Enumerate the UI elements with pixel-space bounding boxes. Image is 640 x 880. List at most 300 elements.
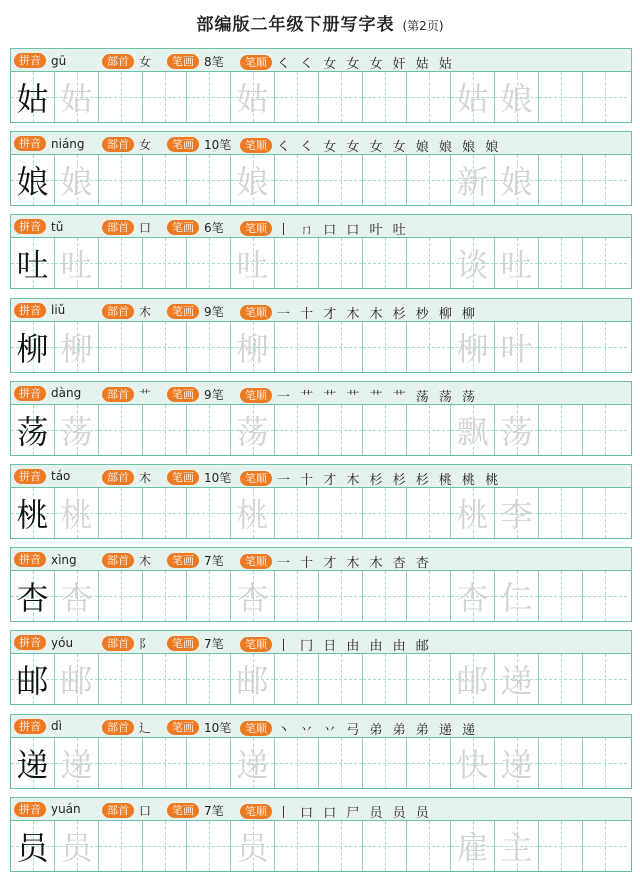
writing-cell[interactable] — [451, 322, 495, 372]
trace-word-character: 雇 — [456, 828, 489, 867]
stroke-order-label: 笔顺 — [240, 554, 272, 569]
writing-cell[interactable] — [143, 654, 187, 704]
strokes-field — [167, 53, 224, 70]
writing-cell[interactable] — [275, 72, 319, 122]
stroke-order-field — [240, 136, 501, 155]
stroke-order-field — [240, 53, 455, 72]
writing-cell[interactable] — [539, 72, 583, 122]
model-character: 吐 — [16, 246, 49, 285]
character-block — [10, 714, 632, 789]
stroke-order-field — [240, 635, 432, 654]
stroke-order-value: 丨 ㄇ 口 口 叶 吐 — [277, 223, 409, 239]
trace-character: 邮 — [236, 662, 269, 701]
trace-character: 吐 — [60, 246, 93, 285]
strokes-field — [167, 802, 224, 819]
pinyin-label: 拼音 — [14, 469, 46, 484]
writing-cell[interactable] — [55, 155, 99, 205]
writing-cell[interactable] — [319, 72, 363, 122]
writing-cell[interactable] — [363, 322, 407, 372]
writing-cell[interactable] — [451, 238, 495, 288]
pinyin-field — [14, 303, 65, 318]
writing-cell[interactable] — [11, 654, 55, 704]
stroke-order-value: 一 十 才 木 木 杏 杏 — [277, 556, 432, 572]
model-character: 姑 — [16, 80, 49, 118]
character-block — [10, 131, 632, 206]
writing-cell[interactable] — [275, 322, 319, 372]
trace-character: 荡 — [236, 412, 269, 451]
writing-cell[interactable] — [11, 821, 55, 871]
radical-field — [102, 219, 151, 236]
writing-cell[interactable] — [363, 488, 407, 538]
writing-cell[interactable] — [99, 488, 143, 538]
radical-value: 木 — [139, 304, 152, 319]
writing-cell[interactable] — [319, 821, 363, 871]
writing-cell[interactable] — [143, 238, 187, 288]
writing-cell[interactable] — [143, 738, 187, 788]
writing-cell[interactable] — [55, 654, 99, 704]
writing-cell[interactable] — [363, 654, 407, 704]
writing-cell[interactable] — [363, 821, 407, 871]
writing-cell[interactable] — [143, 488, 187, 538]
writing-cell[interactable] — [363, 238, 407, 288]
writing-cell[interactable] — [583, 821, 627, 871]
strokes-field — [167, 469, 231, 486]
character-block — [10, 298, 632, 373]
writing-cell[interactable] — [275, 488, 319, 538]
trace-word-character: 主 — [500, 828, 533, 867]
writing-cell[interactable] — [55, 571, 99, 621]
writing-cell[interactable] — [231, 654, 275, 704]
writing-cell[interactable] — [495, 155, 539, 205]
pinyin-value: táo — [51, 469, 71, 484]
pinyin-value: gū — [51, 53, 67, 68]
writing-cell[interactable] — [495, 72, 539, 122]
trace-word-character: 叶 — [500, 329, 533, 368]
stroke-order-field — [240, 802, 432, 821]
pinyin-label: 拼音 — [14, 386, 46, 401]
stroke-order-label: 笔顺 — [240, 55, 272, 70]
character-info-bar — [10, 48, 632, 72]
model-character: 递 — [16, 745, 49, 784]
character-info-bar — [10, 714, 632, 738]
writing-cell[interactable] — [451, 821, 495, 871]
writing-grid — [10, 488, 632, 539]
strokes-label: 笔画 — [167, 720, 199, 735]
radical-label: 部首 — [102, 553, 134, 568]
pinyin-label: 拼音 — [14, 552, 46, 567]
pinyin-field — [14, 136, 85, 151]
trace-character: 姑 — [236, 80, 269, 118]
radical-field — [102, 303, 151, 320]
trace-character: 递 — [60, 745, 93, 784]
writing-cell[interactable] — [539, 238, 583, 288]
stroke-order-field — [240, 552, 432, 571]
trace-character: 员 — [60, 828, 93, 867]
pinyin-field — [14, 469, 70, 484]
character-info-bar — [10, 547, 632, 571]
trace-word-character: 吐 — [500, 246, 533, 285]
writing-cell[interactable] — [143, 821, 187, 871]
writing-grid — [10, 322, 632, 373]
model-character: 柳 — [16, 329, 49, 368]
stroke-order-value: ㇛ ㇛ 女 女 女 奸 姑 姑 — [277, 57, 455, 72]
model-character: 员 — [16, 828, 49, 867]
writing-cell[interactable] — [55, 488, 99, 538]
writing-cell[interactable] — [583, 405, 627, 455]
writing-cell[interactable] — [539, 322, 583, 372]
writing-cell[interactable] — [275, 155, 319, 205]
writing-cell[interactable] — [319, 571, 363, 621]
writing-grid — [10, 821, 632, 872]
model-character: 邮 — [16, 662, 49, 701]
trace-word-character: 杏 — [456, 579, 489, 618]
writing-cell[interactable] — [231, 155, 275, 205]
character-block — [10, 464, 632, 539]
writing-cell[interactable] — [99, 155, 143, 205]
writing-cell[interactable] — [55, 405, 99, 455]
writing-cell[interactable] — [99, 238, 143, 288]
trace-word-character: 邮 — [456, 662, 489, 701]
writing-cell[interactable] — [319, 238, 363, 288]
trace-word-character: 谈 — [456, 246, 489, 285]
strokes-value: 7笔 — [204, 554, 224, 569]
stroke-order-field — [240, 303, 478, 322]
writing-cell[interactable] — [231, 238, 275, 288]
writing-cell[interactable] — [143, 72, 187, 122]
writing-cell[interactable] — [99, 654, 143, 704]
writing-cell[interactable] — [583, 155, 627, 205]
writing-cell[interactable] — [539, 654, 583, 704]
writing-cell[interactable] — [363, 405, 407, 455]
writing-cell[interactable] — [407, 571, 451, 621]
radical-label: 部首 — [102, 220, 134, 235]
writing-cell[interactable] — [187, 72, 231, 122]
writing-cell[interactable] — [187, 238, 231, 288]
writing-cell[interactable] — [407, 322, 451, 372]
stroke-order-label: 笔顺 — [240, 221, 272, 236]
writing-cell[interactable] — [231, 821, 275, 871]
writing-cell[interactable] — [407, 821, 451, 871]
writing-cell[interactable] — [99, 821, 143, 871]
writing-cell[interactable] — [407, 72, 451, 122]
writing-cell[interactable] — [55, 238, 99, 288]
writing-cell[interactable] — [583, 488, 627, 538]
trace-character: 姑 — [60, 80, 93, 118]
model-character: 荡 — [16, 412, 49, 451]
radical-label: 部首 — [102, 54, 134, 69]
writing-cell[interactable] — [407, 155, 451, 205]
strokes-label: 笔画 — [167, 304, 199, 319]
pinyin-field — [14, 719, 62, 734]
strokes-value: 6笔 — [204, 221, 224, 236]
writing-cell[interactable] — [495, 488, 539, 538]
writing-cell[interactable] — [99, 738, 143, 788]
strokes-label: 笔画 — [167, 803, 199, 818]
radical-value: 木 — [139, 554, 152, 569]
stroke-order-field — [240, 719, 478, 738]
writing-grid — [10, 405, 632, 456]
stroke-order-label: 笔顺 — [240, 471, 272, 486]
strokes-label: 笔画 — [167, 137, 199, 152]
strokes-field — [167, 303, 224, 320]
writing-cell[interactable] — [495, 322, 539, 372]
writing-cell[interactable] — [143, 155, 187, 205]
pinyin-value: liǔ — [51, 303, 66, 318]
writing-cell[interactable] — [319, 738, 363, 788]
writing-cell[interactable] — [275, 738, 319, 788]
pinyin-label: 拼音 — [14, 303, 46, 318]
writing-grid — [10, 738, 632, 789]
pinyin-field — [14, 635, 73, 650]
writing-cell[interactable] — [495, 821, 539, 871]
radical-value: 女 — [139, 138, 152, 153]
trace-character: 递 — [236, 745, 269, 784]
writing-cell[interactable] — [99, 322, 143, 372]
writing-cell[interactable] — [363, 72, 407, 122]
writing-cell[interactable] — [11, 488, 55, 538]
pinyin-value: tǔ — [51, 219, 64, 234]
radical-field — [102, 635, 151, 652]
writing-cell[interactable] — [583, 238, 627, 288]
character-info-bar — [10, 381, 632, 405]
strokes-value: 9笔 — [204, 304, 224, 319]
trace-word-character: 飘 — [456, 412, 489, 451]
writing-cell[interactable] — [319, 155, 363, 205]
pinyin-label: 拼音 — [14, 219, 46, 234]
writing-cell[interactable] — [187, 571, 231, 621]
writing-cell[interactable] — [231, 571, 275, 621]
character-info-bar — [10, 214, 632, 238]
writing-cell[interactable] — [319, 405, 363, 455]
stroke-order-value: 一 十 才 木 杉 杉 杉 桃 桃 桃 — [277, 472, 502, 488]
writing-cell[interactable] — [583, 322, 627, 372]
pinyin-field — [14, 802, 81, 817]
writing-cell[interactable] — [55, 72, 99, 122]
character-block — [10, 547, 632, 622]
writing-cell[interactable] — [187, 821, 231, 871]
writing-cell[interactable] — [495, 571, 539, 621]
writing-cell[interactable] — [11, 571, 55, 621]
writing-cell[interactable] — [495, 654, 539, 704]
stroke-order-label: 笔顺 — [240, 305, 272, 320]
writing-cell[interactable] — [451, 654, 495, 704]
strokes-field — [167, 219, 224, 236]
strokes-label: 笔画 — [167, 553, 199, 568]
writing-cell[interactable] — [407, 654, 451, 704]
page-number: (第2页) — [402, 19, 444, 33]
model-character: 桃 — [16, 495, 49, 534]
writing-cell[interactable] — [187, 654, 231, 704]
writing-cell[interactable] — [11, 155, 55, 205]
writing-cell[interactable] — [363, 738, 407, 788]
writing-cell[interactable] — [55, 322, 99, 372]
pinyin-field — [14, 219, 63, 234]
writing-cell[interactable] — [583, 72, 627, 122]
writing-cell[interactable] — [143, 405, 187, 455]
writing-cell[interactable] — [11, 72, 55, 122]
pinyin-label: 拼音 — [14, 53, 46, 68]
writing-cell[interactable] — [319, 654, 363, 704]
writing-cell[interactable] — [187, 405, 231, 455]
writing-cell[interactable] — [275, 821, 319, 871]
writing-cell[interactable] — [495, 405, 539, 455]
radical-label: 部首 — [102, 720, 134, 735]
writing-cell[interactable] — [539, 821, 583, 871]
character-info-bar — [10, 131, 632, 155]
model-character: 杏 — [16, 579, 49, 618]
character-block — [10, 381, 632, 456]
writing-cell[interactable] — [451, 488, 495, 538]
radical-value: 木 — [139, 470, 152, 485]
writing-cell[interactable] — [451, 405, 495, 455]
radical-field — [102, 469, 151, 486]
writing-cell[interactable] — [319, 322, 363, 372]
writing-grid — [10, 238, 632, 289]
writing-cell[interactable] — [539, 571, 583, 621]
pinyin-value: niáng — [51, 136, 85, 151]
pinyin-value: yóu — [51, 635, 74, 650]
trace-word-character: 柳 — [456, 329, 489, 368]
writing-cell[interactable] — [583, 571, 627, 621]
writing-cell[interactable] — [451, 72, 495, 122]
writing-cell[interactable] — [187, 738, 231, 788]
writing-grid — [10, 72, 632, 123]
radical-label: 部首 — [102, 304, 134, 319]
strokes-value: 10笔 — [204, 470, 232, 485]
writing-cell[interactable] — [539, 405, 583, 455]
writing-cell[interactable] — [231, 738, 275, 788]
character-block — [10, 797, 632, 872]
writing-cell[interactable] — [187, 155, 231, 205]
model-character: 娘 — [16, 163, 49, 202]
strokes-label: 笔画 — [167, 54, 199, 69]
writing-cell[interactable] — [451, 571, 495, 621]
writing-cell[interactable] — [11, 405, 55, 455]
strokes-label: 笔画 — [167, 470, 199, 485]
writing-cell[interactable] — [55, 738, 99, 788]
writing-cell[interactable] — [451, 155, 495, 205]
character-info-bar — [10, 630, 632, 654]
pinyin-field — [14, 386, 81, 401]
trace-word-character: 递 — [500, 662, 533, 701]
writing-grid — [10, 155, 632, 206]
character-info-bar — [10, 797, 632, 821]
writing-cell[interactable] — [539, 155, 583, 205]
writing-cell[interactable] — [539, 488, 583, 538]
pinyin-value: dàng — [51, 386, 82, 401]
strokes-field — [167, 136, 231, 153]
stroke-order-label: 笔顺 — [240, 388, 272, 403]
writing-cell[interactable] — [363, 155, 407, 205]
trace-word-character: 娘 — [500, 80, 533, 118]
character-list — [10, 48, 632, 880]
stroke-order-label: 笔顺 — [240, 138, 272, 153]
trace-word-character: 仁 — [500, 579, 533, 618]
writing-cell[interactable] — [275, 405, 319, 455]
trace-character: 桃 — [60, 495, 93, 534]
strokes-value: 7笔 — [204, 637, 224, 652]
stroke-order-field — [240, 469, 501, 488]
writing-cell[interactable] — [451, 738, 495, 788]
trace-character: 杏 — [236, 579, 269, 618]
pinyin-value: dì — [51, 719, 62, 733]
trace-character: 杏 — [60, 579, 93, 618]
trace-word-character: 桃 — [456, 495, 489, 534]
strokes-label: 笔画 — [167, 220, 199, 235]
character-block — [10, 214, 632, 289]
trace-word-character: 递 — [500, 745, 533, 784]
writing-cell[interactable] — [55, 821, 99, 871]
radical-field — [102, 802, 151, 819]
trace-character: 桃 — [236, 495, 269, 534]
writing-cell[interactable] — [143, 571, 187, 621]
trace-word-character: 新 — [456, 163, 489, 202]
writing-cell[interactable] — [363, 571, 407, 621]
writing-cell[interactable] — [187, 322, 231, 372]
stroke-order-field — [240, 219, 409, 238]
trace-character: 柳 — [236, 329, 269, 368]
stroke-order-label: 笔顺 — [240, 721, 272, 736]
writing-cell[interactable] — [231, 405, 275, 455]
trace-word-character: 李 — [500, 495, 533, 534]
trace-character: 邮 — [60, 662, 93, 701]
writing-cell[interactable] — [407, 738, 451, 788]
writing-cell[interactable] — [11, 238, 55, 288]
writing-cell[interactable] — [99, 405, 143, 455]
stroke-order-label: 笔顺 — [240, 637, 272, 652]
writing-cell[interactable] — [495, 238, 539, 288]
character-block — [10, 630, 632, 705]
writing-cell[interactable] — [583, 654, 627, 704]
writing-cell[interactable] — [319, 488, 363, 538]
trace-word-character: 荡 — [500, 412, 533, 451]
writing-cell[interactable] — [231, 488, 275, 538]
writing-cell[interactable] — [583, 738, 627, 788]
stroke-order-value: 一 艹 艹 艹 艹 艹 荡 荡 荡 — [277, 389, 479, 405]
pinyin-label: 拼音 — [14, 136, 46, 151]
writing-cell[interactable] — [99, 571, 143, 621]
writing-cell[interactable] — [11, 322, 55, 372]
radical-value: 艹 — [139, 387, 152, 402]
strokes-field — [167, 386, 224, 403]
writing-cell[interactable] — [99, 72, 143, 122]
stroke-order-label: 笔顺 — [240, 804, 272, 819]
writing-cell[interactable] — [231, 322, 275, 372]
strokes-value: 10笔 — [204, 138, 232, 153]
writing-cell[interactable] — [143, 322, 187, 372]
character-block — [10, 48, 632, 123]
radical-label: 部首 — [102, 803, 134, 818]
trace-character: 娘 — [60, 163, 93, 202]
writing-cell[interactable] — [231, 72, 275, 122]
writing-cell[interactable] — [11, 738, 55, 788]
writing-cell[interactable] — [539, 738, 583, 788]
writing-cell[interactable] — [495, 738, 539, 788]
pinyin-field — [14, 552, 77, 567]
writing-cell[interactable] — [275, 654, 319, 704]
writing-cell[interactable] — [407, 238, 451, 288]
stroke-order-field — [240, 386, 478, 405]
writing-cell[interactable] — [275, 238, 319, 288]
writing-grid — [10, 571, 632, 622]
writing-cell[interactable] — [407, 405, 451, 455]
strokes-value: 10笔 — [204, 720, 232, 735]
writing-cell[interactable] — [407, 488, 451, 538]
trace-character: 员 — [236, 828, 269, 867]
writing-cell[interactable] — [187, 488, 231, 538]
radical-value: 口 — [139, 803, 152, 818]
writing-cell[interactable] — [275, 571, 319, 621]
